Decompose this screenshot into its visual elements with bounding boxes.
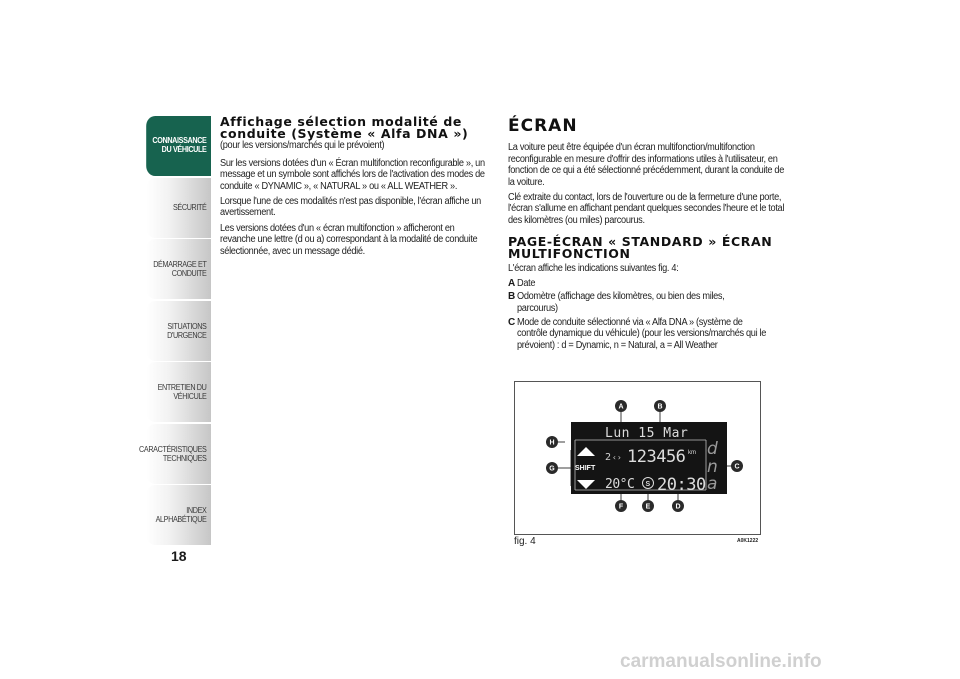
tab-label: CONNAISSANCE DU VÉHICULE	[152, 136, 207, 154]
tab-entretien-du-vehicule[interactable]	[146, 362, 211, 422]
s-symbol-label: S	[645, 481, 651, 488]
callout-label: A	[618, 403, 624, 411]
callout-label: B	[657, 403, 663, 411]
display-figure	[514, 381, 761, 535]
right-column	[508, 116, 788, 353]
tab-label: INDEX ALPHABÉTIQUE	[155, 506, 207, 524]
paragraph: Les versions dotées d'un « écran multifonction » afficheront en revanche une lettre (d ou a) correspondant à la modalité de conduite sélectionnée, avec un message dédié.	[220, 222, 478, 257]
callout-label: E	[645, 503, 651, 511]
mode-d: d	[707, 439, 718, 459]
tab-situations-d-urgence[interactable]	[146, 301, 211, 361]
paragraph: Lorsque l'une de ces modalités n'est pas disponible, l'écran affiche un avertissement.	[220, 195, 481, 219]
display-clock: 20:30	[657, 475, 706, 495]
list-letter: B	[508, 291, 516, 303]
callout-label: G	[549, 465, 555, 473]
tab-connaissance-du-vehicule[interactable]	[146, 116, 211, 176]
tab-label: SÉCURITÉ	[172, 203, 207, 212]
tab-label: ENTRETIEN DU VÉHICULE	[157, 383, 207, 401]
callout-label: H	[549, 439, 555, 447]
callout-label: F	[618, 503, 624, 511]
heading-line: Affichage sélection modalité de	[220, 114, 462, 129]
subtitle: (pour les versions/marchés qui le prévoient)	[220, 140, 385, 151]
section-title: ÉCRAN	[508, 116, 578, 136]
odometer-unit: km	[688, 450, 696, 456]
paragraph: La voiture peut être équipée d'un écran multifonction/multifonction reconfigurable en mesure d'offrir des informations utiles à l'utilisateur, en fonction de ce qui a été sélectionné précédemment, durant la conduite de la voiture.	[508, 142, 785, 188]
tab-securite[interactable]	[146, 178, 211, 238]
display-odometer: 123456	[627, 447, 686, 467]
watermark: carmanualsonline.info	[620, 651, 822, 672]
tab-label: SITUATIONS D'URGENCE	[167, 321, 207, 340]
figure-caption: fig. 4	[514, 536, 536, 547]
tab-demarrage-et-conduite[interactable]	[146, 239, 211, 299]
subsection-heading	[508, 233, 788, 261]
display-gear: 2	[605, 452, 612, 463]
display-date: Lun 15 Mar	[605, 426, 689, 441]
paragraph: L'écran affiche les indications suivantes fig. 4:	[508, 262, 679, 274]
display-illustration	[515, 382, 760, 534]
chapter-tabs	[139, 116, 211, 547]
list-letter: C	[508, 316, 516, 328]
figure-code: A0K1222	[737, 538, 759, 544]
list-text: Odomètre (affichage des kilomètres, ou bien des miles, parcourus)	[517, 291, 725, 314]
list-item	[508, 278, 788, 290]
list-item	[508, 317, 788, 352]
list-text: Mode de conduite sélectionné via « Alfa DNA » (système de contrôle dynamique du véhicule) (pour les versions/marchés qui le prévoient) : d = Dynamic, n = Natural, a = All Weather	[517, 316, 767, 351]
mode-n: n	[707, 457, 718, 477]
heading-line: MULTIFONCTION	[508, 245, 631, 261]
callout-label: C	[734, 463, 740, 471]
section-heading	[220, 116, 492, 140]
callout-label: D	[675, 503, 681, 511]
legend-list	[508, 278, 788, 352]
tab-index-alphabetique[interactable]	[146, 485, 211, 545]
display-temperature: 20°C	[605, 477, 635, 492]
left-column	[220, 116, 492, 261]
shift-label: SHIFT	[575, 465, 596, 472]
heading-line: PAGE-ÉCRAN « STANDARD » ÉCRAN	[508, 233, 773, 249]
paragraph: Clé extraite du contact, lors de l'ouverture ou de la fermeture d'une porte, l'écran s'allume en affichant pendant quelques secondes l'heure et le total des kilomètres (ou miles) parcourus.	[508, 191, 785, 227]
tab-label: DÉMARRAGE ET CONDUITE	[153, 260, 207, 278]
gear-indicator-icon: ‹›	[612, 453, 622, 462]
mode-a: a	[707, 474, 718, 494]
tab-label: CARACTÉRISTIQUES TECHNIQUES	[139, 444, 207, 463]
page-number: 18	[171, 548, 187, 564]
list-text: Date	[517, 277, 536, 289]
list-item	[508, 291, 788, 314]
paragraph: Sur les versions dotées d'un « Écran multifonction reconfigurable », un message et un symbole sont affichés lors de l'activation des modes de conduite « DYNAMIC », « NATURAL » ou « ALL WEATHER ».	[220, 157, 485, 192]
tab-caracteristiques-techniques[interactable]	[139, 424, 211, 484]
list-letter: A	[508, 277, 516, 289]
heading-line: conduite (Système « Alfa DNA »)	[220, 126, 469, 141]
